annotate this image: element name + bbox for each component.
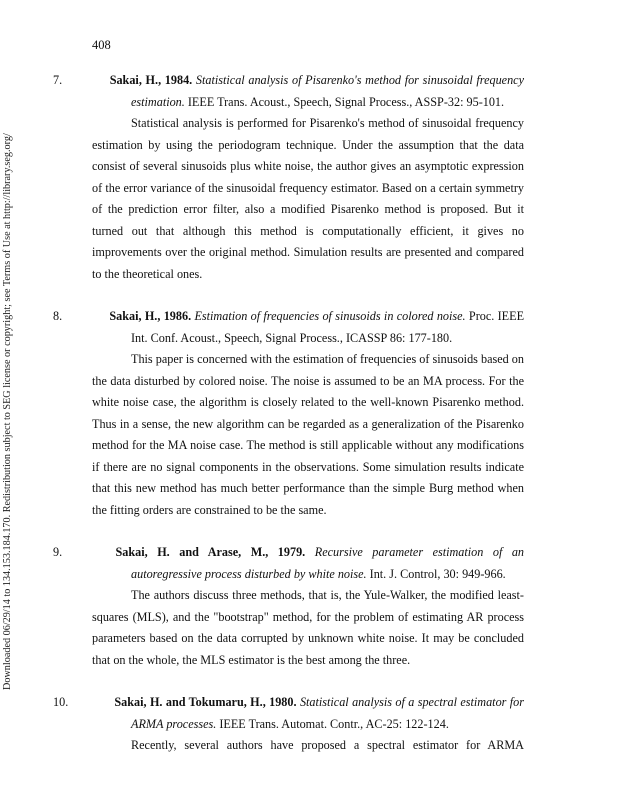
reference-abstract: The authors discuss three methods, that is, the Yule-Walker, the modified least-squares (MLS), and the "bootstrap" method, for the problem of estimating AR process parameters based on the data corrupted by unknown white noise. It may be concluded that on the whole, the MLS estimator is the best among the three. <box>92 588 524 667</box>
reference-source: Int. J. Control, 30: 949-966. <box>369 566 506 581</box>
reference-title: Statistical analysis of Pisarenko's method for sinusoidal frequency estimation. <box>131 73 524 109</box>
reference-number: 8. <box>53 309 63 323</box>
reference-abstract: This paper is concerned with the estimation of frequencies of sinusoids based on the data disturbed by colored noise. The noise is assumed to be an MA process. For the white noise case, the algorithm is closely related to the well-known Pisarenko method. Thus in a sense, the new algorithm can be regarded as a generalization of the Pisarenko method for the MA noise case. The method is still applicable without any modifications if there are no signal components in the observations. Some simulation results indicate that this new method has much better performance than the simple Burg method when the fitting orders are constrained to be the same. <box>92 352 524 517</box>
reference-authors: Sakai, H., 1986. <box>109 309 192 323</box>
reference-abstract: Recently, several authors have proposed a spectral estimator for ARMA <box>131 738 524 752</box>
reference-authors: Sakai, H. and Tokumaru, H., 1980. <box>114 695 297 709</box>
reference-title: Recursive parameter estimation of an autoregressive process disturbed by white noise. <box>131 545 525 581</box>
reference-source: IEEE Trans. Automat. Contr., AC-25: 122-124. <box>219 716 449 731</box>
download-stamp: Downloaded 06/29/14 to 134.153.184.170. Redistribution subject to SEG license or copyright; see Terms of Use at http://library.seg.org/ <box>2 133 13 690</box>
reference-entry-8 <box>53 306 525 521</box>
reference-entry-7 <box>53 70 524 285</box>
reference-number: 10. <box>53 695 69 709</box>
reference-source: Proc. IEEE Int. Conf. Acoust., Speech, Signal Process., ICASSP 86: 177-180. <box>131 309 525 345</box>
reference-title: Statistical analysis of a spectral estimator for ARMA processes. <box>131 695 525 731</box>
reference-number: 7. <box>53 73 63 87</box>
page-number: 408 <box>92 38 111 52</box>
citation <box>53 70 524 113</box>
reference-entry-9 <box>53 542 525 671</box>
citation <box>53 542 525 585</box>
citation <box>53 692 525 735</box>
reference-entry-10 <box>53 692 525 757</box>
reference-authors: Sakai, H., 1984. <box>109 73 193 87</box>
reference-abstract: Statistical analysis is performed for Pisarenko's method of sinusoidal frequency estimation by using the periodogram technique. Under the assumption that the data consist of several sinusoids plus white noise, the author gives an asymptotic expression of the error variance of the sinusoidal frequency estimator. Based on a certain symmetry of the prediction error filter, also a modified Pisarenko method is proposed. But it turned out that although this method is computationally efficient, it gives no improvements over the original method. Simulation results are presented and compared to the theoretical ones. <box>92 116 524 281</box>
reference-list <box>53 70 525 757</box>
reference-source: IEEE Trans. Acoust., Speech, Signal Process., ASSP-32: 95-101. <box>187 94 505 109</box>
reference-title: Estimation of frequencies of sinusoids in colored noise. <box>194 309 466 323</box>
reference-number: 9. <box>53 545 63 559</box>
reference-authors: Sakai, H. and Arase, M., 1979. <box>115 545 306 559</box>
citation <box>53 306 525 349</box>
